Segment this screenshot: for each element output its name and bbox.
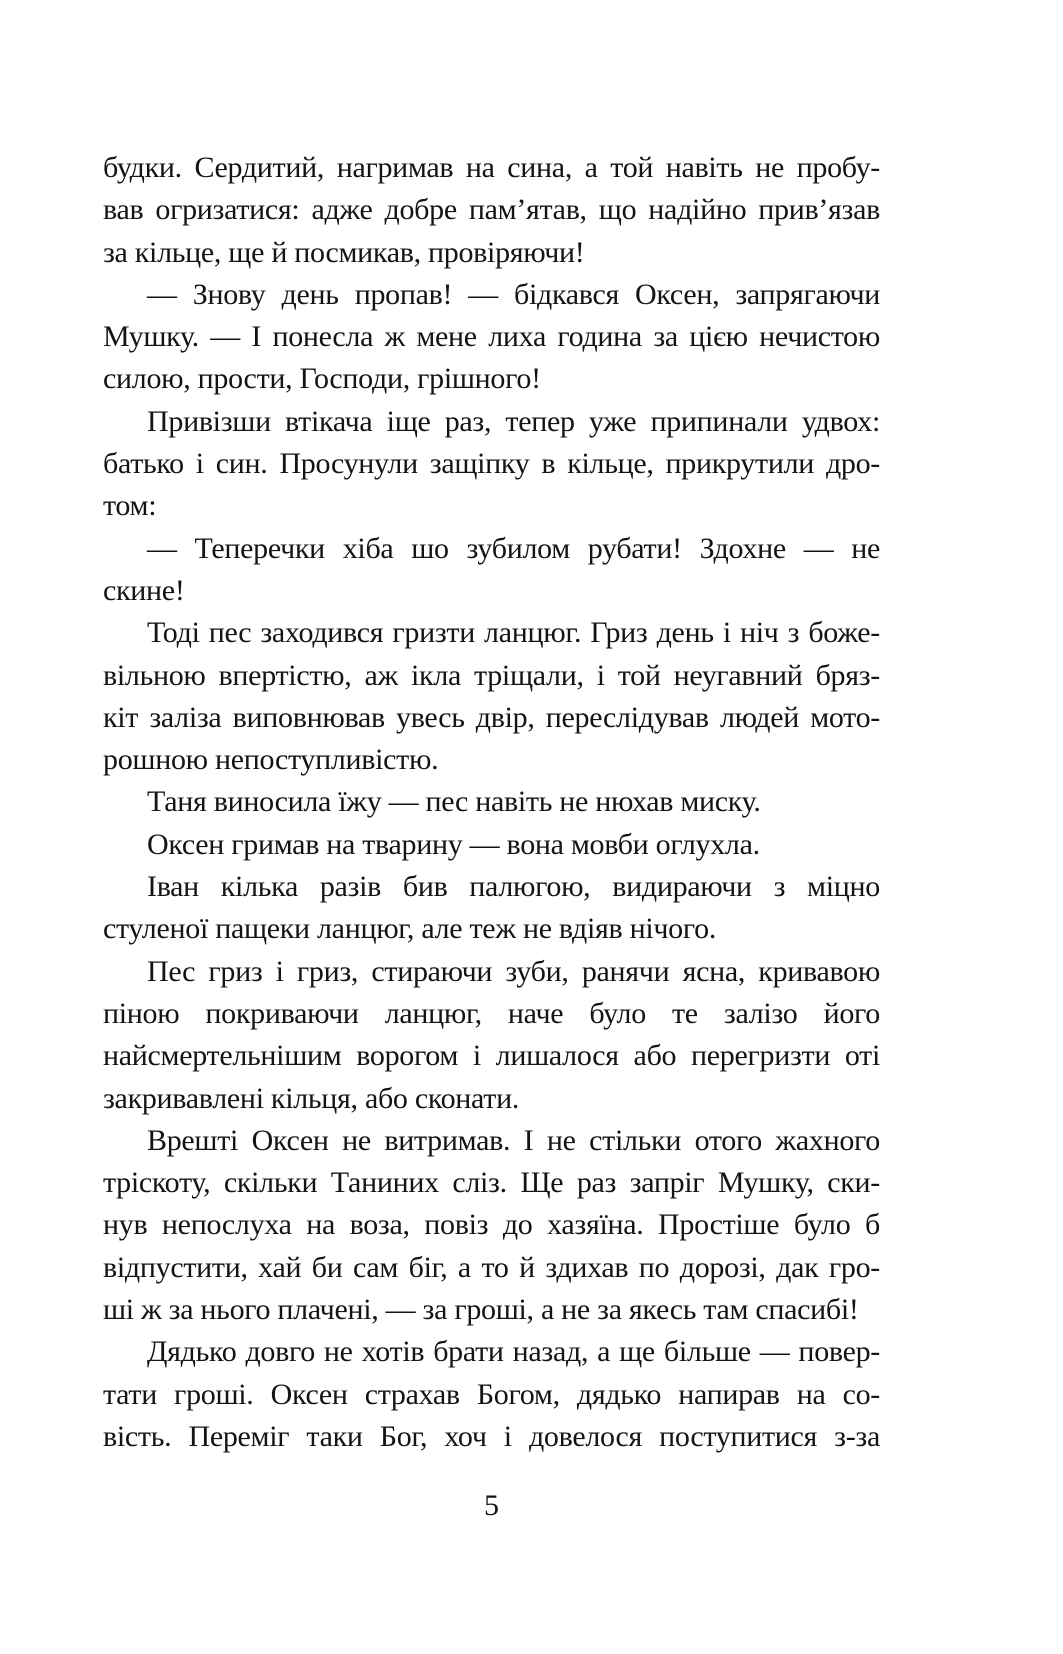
text-line: нув непослуха на воза, повіз до хазяїна. Простіше було б	[103, 1208, 880, 1242]
text-line: відпустити, хай би сам біг, а то й здихав по дорозі, дак гро-	[103, 1250, 880, 1284]
text-line: вість. Переміг таки Бог, хоч і довелося поступитися з-за	[103, 1419, 880, 1453]
paragraph	[103, 1331, 880, 1458]
text-line: рошною непоступливістю.	[103, 743, 439, 777]
text-line: тати гроші. Оксен страхав Богом, дядько напирав на со-	[103, 1377, 880, 1411]
paragraph	[103, 781, 880, 823]
paragraph	[103, 274, 880, 401]
text-line: батько і син. Просунули защіпку в кільце, прикрутили дро-	[103, 447, 880, 481]
text-line: найсмертельнішим ворогом і лишалося або перегризти оті	[103, 1039, 880, 1073]
text-block	[103, 147, 880, 1458]
text-line: вільною впертістю, аж ікла тріщали, і той неугавний бряз-	[103, 658, 880, 692]
text-line: Пес гриз і гриз, стираючи зуби, ранячи ясна, кривавою	[147, 954, 880, 988]
paragraph	[103, 612, 880, 781]
paragraph	[103, 1120, 880, 1331]
text-line: том:	[103, 489, 157, 523]
text-line: ші ж за нього плачені, — за гроші, а не за якесь там спасибі!	[103, 1293, 859, 1327]
paragraph	[103, 951, 880, 1120]
text-line: вав огризатися: адже добре пам’ятав, що надійно прив’язав	[103, 193, 880, 227]
text-line: — Знову день пропав! — бідкався Оксен, запрягаючи	[147, 277, 880, 311]
paragraph	[103, 147, 880, 274]
text-line: закривавлені кільця, або сконати.	[103, 1081, 520, 1115]
paragraph	[103, 824, 880, 866]
text-line: за кільце, ще й посмикав, провіряючи!	[103, 235, 585, 269]
text-line: Мушку. — І понесла ж мене лиха година за цією нечистою	[103, 320, 880, 354]
text-line: Оксен гримав на тварину — вона мовби оглухла.	[147, 827, 760, 861]
text-line: — Теперечки хіба шо зубилом рубати! Здохне — не	[147, 531, 880, 565]
paragraph	[103, 866, 880, 951]
text-line: Іван кілька разів бив палюгою, видираючи з міцно	[147, 870, 880, 904]
text-line: силою, прости, Господи, грішного!	[103, 362, 541, 396]
text-line: піною покриваючи ланцюг, наче було те залізо його	[103, 996, 880, 1030]
text-line: Тоді пес заходився гризти ланцюг. Гриз день і ніч з боже-	[147, 616, 880, 650]
text-line: Таня виносила їжу — пес навіть не нюхав миску.	[147, 785, 761, 819]
text-line: будки. Сердитий, нагримав на сина, а той навіть не пробу-	[103, 151, 880, 184]
paragraph	[103, 401, 880, 528]
text-line: Врешті Оксен не витримав. І не стільки отого жахного	[147, 1123, 880, 1157]
text-line: тріскоту, скільки Таниних сліз. Ще раз запріг Мушку, ски-	[103, 1166, 880, 1200]
text-line: кіт заліза виповнював увесь двір, переслідував людей мото-	[103, 700, 880, 734]
text-line: скине!	[103, 573, 185, 607]
text-line: Дядько довго не хотів брати назад, а ще більше — повер-	[147, 1335, 880, 1369]
paragraph	[103, 528, 880, 613]
page-number: 5	[484, 1489, 499, 1522]
text-line: стуленої пащеки ланцюг, але теж не вдіяв нічого.	[103, 912, 717, 946]
text-line: Привізши втікача іще раз, тепер уже припинали удвох:	[147, 404, 880, 438]
